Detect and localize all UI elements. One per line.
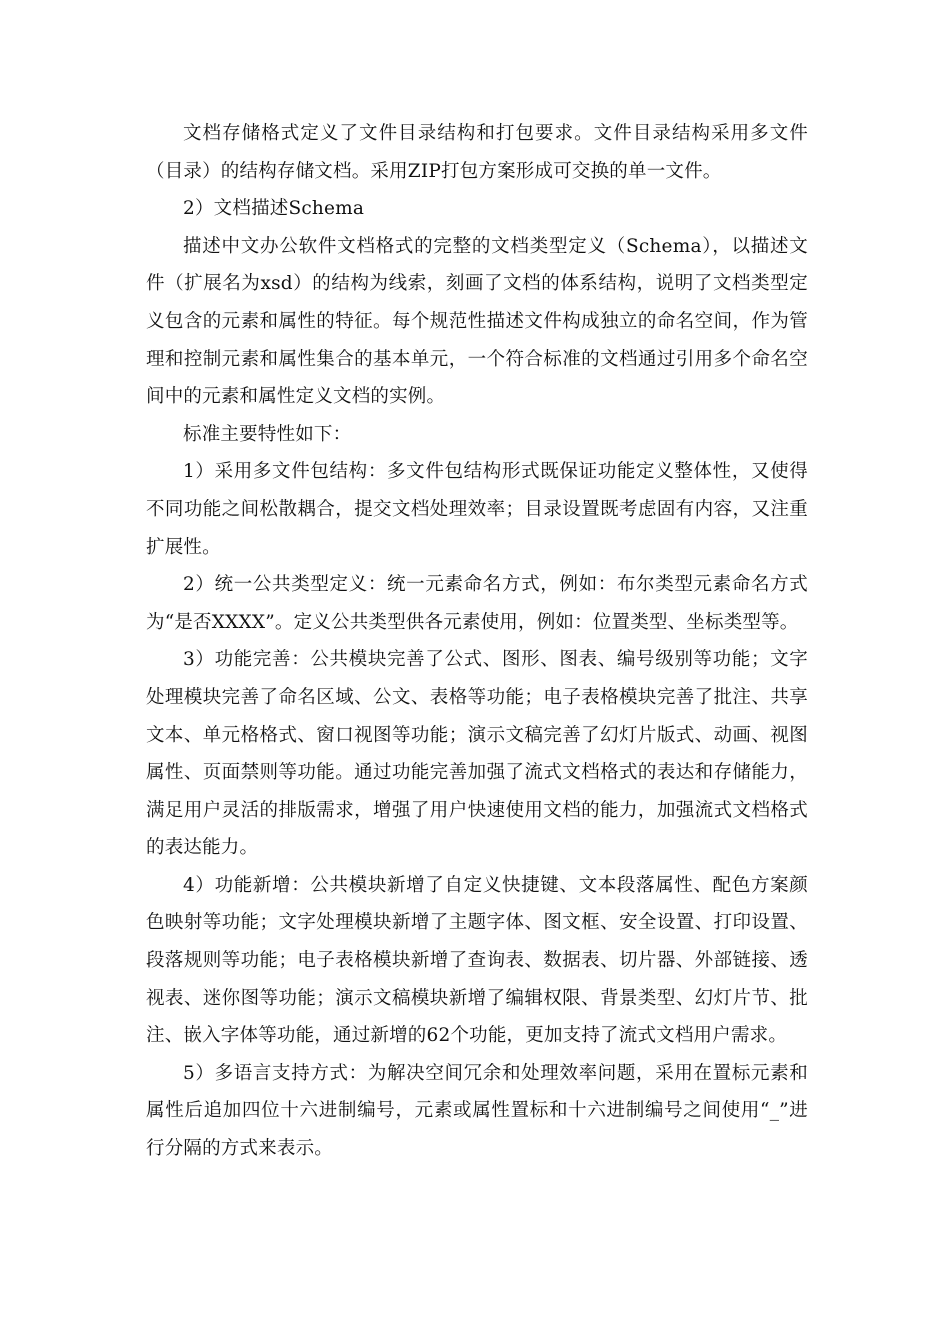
feature-item-2: 2）统一公共类型定义：统一元素命名方式，例如：布尔类型元素命名方式为“是否XXXX”。定义公共类型供各元素使用，例如：位置类型、坐标类型等。 (146, 574, 808, 633)
feature-item-5: 5）多语言支持方式：为解决空间冗余和处理效率问题，采用在置标元素和属性后追加四位十六进制编号，元素或属性置标和十六进制编号之间使用“_”进行分隔的方式来表示。 (146, 1062, 808, 1160)
feature-item-4: 4）功能新增：公共模块新增了自定义快捷键、文本段落属性、配色方案颜色映射等功能；文字处理模块新增了主题字体、图文框、安全设置、打印设置、段落规则等功能；电子表格模块新增了查询表、数据表、切片器、外部链接、透视表、迷你图等功能；演示文稿模块新增了编辑权限、背景类型、幻灯片节、批注、嵌入字体等功能，通过新增的62个功能，更加支持了流式文档用户需求。 (146, 874, 808, 1047)
feature-item-3: 3）功能完善：公共模块完善了公式、图形、图表、编号级别等功能；文字处理模块完善了命名区域、公文、表格等功能；电子表格模块完善了批注、共享文本、单元格格式、窗口视图等功能；演示文稿完善了幻灯片版式、动画、视图属性、页面禁则等功能。通过功能完善加强了流式文档格式的表达和存储能力，满足用户灵活的排版需求，增强了用户快速使用文档的能力，加强流式文档格式的表达能力。 (146, 649, 808, 859)
paragraph-schema-description: 描述中文办公软件文档格式的完整的文档类型定义（Schema），以描述文件（扩展名为xsd）的结构为线索，刻画了文档的体系结构，说明了文档类型定义包含的元素和属性的特征。每个规范性描述文件构成独立的命名空间，作为管理和控制元素和属性集合的基本单元，一个符合标准的文档通过引用多个命名空间中的元素和属性定义文档的实例。 (146, 235, 808, 408)
heading-main-features: 标准主要特性如下： (183, 423, 352, 445)
paragraph-storage-format: 文档存储格式定义了文件目录结构和打包要求。文件目录结构采用多文件（目录）的结构存储文档。采用ZIP打包方案形成可交换的单一文件。 (146, 123, 808, 182)
feature-item-1: 1）采用多文件包结构：多文件包结构形式既保证功能定义整体性，又使得不同功能之间松散耦合，提交文档处理效率；目录设置既考虑固有内容，又注重扩展性。 (146, 461, 808, 558)
heading-schema: 2）文档描述Schema (183, 198, 365, 220)
document-body (146, 115, 808, 1168)
